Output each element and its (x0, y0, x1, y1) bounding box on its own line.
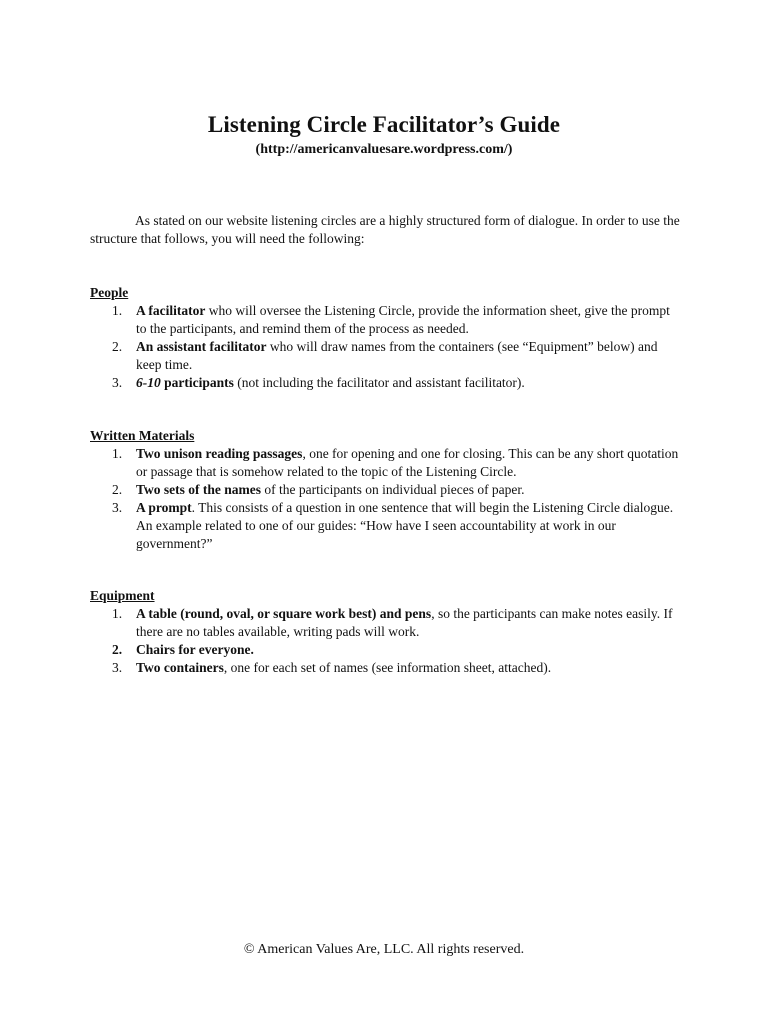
intro-paragraph: As stated on our website listening circles are a highly structured form of dialogue. In order to use the structure that follows, you will need the following: (90, 213, 680, 246)
list-item (90, 302, 681, 338)
list-number: 3. (112, 500, 123, 515)
item-bold-label: Two unison reading passages (136, 446, 303, 461)
item-text: , so the participants can make notes easily. If there are no tables available, writing pads will work. (136, 606, 673, 639)
list-number: 1. (112, 446, 123, 461)
item-text: , one for each set of names (see information sheet, attached). (223, 660, 552, 675)
item-bold-label: Two containers (136, 660, 224, 675)
item-text: of the participants on individual pieces of paper. (261, 482, 525, 497)
list-item (90, 374, 681, 392)
list-number: 2. (112, 642, 123, 657)
item-bold-label: Chairs for everyone. (136, 642, 254, 657)
copyright-footer: © American Values Are, LLC. All rights reserved. (243, 942, 525, 957)
list-item (90, 338, 681, 374)
section-people (90, 284, 690, 392)
list-number: 3. (112, 375, 123, 390)
item-text: who will draw names from the containers (see “Equipment” below) and keep time. (136, 339, 658, 372)
list-number: 2. (112, 482, 123, 497)
section-heading-equipment: Equipment (90, 588, 155, 603)
section-written-materials (90, 427, 690, 553)
item-text: , one for opening and one for closing. This can be any short quotation or passage that is somehow related to the topic of the Listening Circle. (136, 446, 679, 479)
item-text: . This consists of a question in one sentence that will begin the Listening Circle dialogue. An example related to one of our guides: “How have I seen accountability at work in our government?” (136, 500, 674, 551)
item-bold-prefix: 6-10 (136, 375, 161, 390)
section-heading-people: People (90, 285, 129, 300)
item-bold-label: A table (round, oval, or square work best) and pens (136, 606, 432, 621)
item-text: (not including the facilitator and assistant facilitator). (233, 375, 525, 390)
equipment-list (90, 605, 690, 677)
people-list (90, 302, 690, 392)
written-materials-list (90, 445, 690, 553)
list-item (90, 481, 681, 499)
item-bold-label: participants (160, 375, 234, 390)
list-item (90, 499, 681, 553)
list-item (90, 641, 681, 659)
item-text: who will oversee the Listening Circle, provide the information sheet, give the prompt to the participants, and remind them of the process as needed. (136, 303, 670, 336)
section-equipment (90, 587, 690, 677)
list-item (90, 605, 681, 641)
item-bold-label: An assistant facilitator (136, 339, 267, 354)
page-title: Listening Circle Facilitator’s Guide (207, 112, 561, 137)
item-bold-label: A prompt (136, 500, 192, 515)
website-url: (http://americanvaluesare.wordpress.com/) (255, 142, 513, 157)
item-bold-label: A facilitator (136, 303, 206, 318)
list-number: 1. (112, 303, 123, 318)
list-number: 2. (112, 339, 123, 354)
list-number: 3. (112, 660, 123, 675)
item-bold-label: Two sets of the names (136, 482, 261, 497)
list-item (90, 659, 681, 677)
list-number: 1. (112, 606, 123, 621)
section-heading-written-materials: Written Materials (90, 428, 195, 443)
list-item (90, 445, 681, 481)
